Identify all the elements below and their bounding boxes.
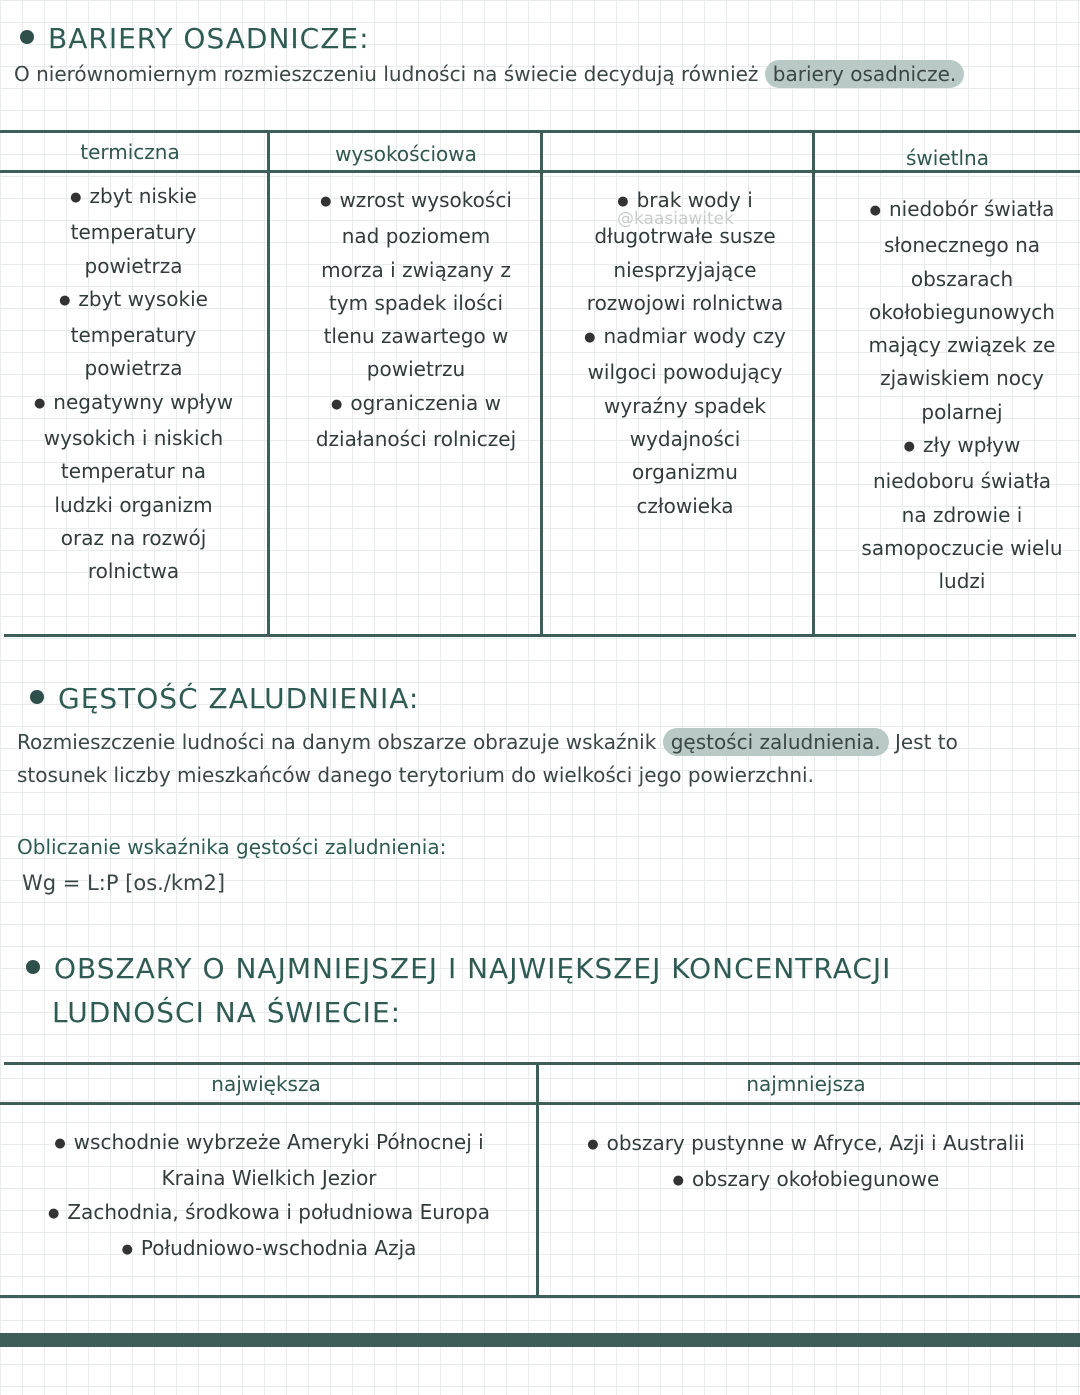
bullet-item: ● nadmiar wody czy <box>543 320 827 356</box>
bullet-continuation: wilgoci powodujący <box>587 360 783 385</box>
bullet-item: ● Zachodnia, środkowa i południowa Europa <box>0 1196 538 1232</box>
highlight-gestosc: gęstości zaludnienia. <box>663 728 889 756</box>
table-bottom-rule <box>0 1295 1080 1298</box>
bullet-continuation: temperatury <box>70 323 197 348</box>
highlight-bariery: bariery osadnicze. <box>765 60 964 88</box>
bullet-continuation: niesprzyjające <box>613 257 757 282</box>
bullet-icon <box>30 690 44 704</box>
bullet-continuation: polarnej <box>921 399 1003 424</box>
bullet-item: ● zły wpływ <box>815 429 1080 465</box>
header-najwieksza: największa <box>211 1072 321 1096</box>
bullet-continuation: oraz na rozwój <box>60 525 207 550</box>
bullet-continuation: rolnictwa <box>87 559 180 584</box>
bullet-continuation: powietrzu <box>366 357 466 382</box>
bullet-continuation: powietrza <box>84 356 183 381</box>
bullet-continuation: okołobiegunowych <box>869 299 1055 324</box>
table-top-rule <box>4 1062 1080 1065</box>
header-swietlna: świetlna <box>906 146 989 170</box>
bullet-continuation: rozwojowi rolnictwa <box>586 290 784 315</box>
bullet-continuation: wyraźny spadek <box>604 393 766 418</box>
bullet-continuation: ludzki organizm <box>54 492 213 517</box>
density-paragraph-line2: stosunek liczby mieszkańców danego terytorium do wielkości jego powierzchni. <box>17 763 814 787</box>
bullet-continuation: Kraina Wielkich Jezior <box>161 1166 377 1191</box>
table-header-rule <box>0 1102 1080 1105</box>
density-paragraph-line1: Rozmieszczenie ludności na danym obszarze obrazuje wskaźnik gęstości zaludnienia. Jest to <box>17 730 958 754</box>
cell-wodna <box>543 184 827 523</box>
bullet-item: ● zbyt wysokie <box>0 283 267 319</box>
section-heading-concentration: OBSZARY O NAJMNIEJSZEJ I NAJWIĘKSZEJ KONCENTRACJI <box>26 952 891 985</box>
bullet-continuation: słonecznego na <box>883 233 1040 258</box>
footer-bar <box>0 1333 1080 1347</box>
header-wysokosciowa: wysokościowa <box>335 142 477 166</box>
bullet-item: ● wschodnie wybrzeże Ameryki Północnej i <box>0 1126 538 1162</box>
bullet-item: ● brak wody i <box>543 184 827 220</box>
bullet-continuation: powietrza <box>84 253 183 278</box>
bullet-continuation: temperatur na <box>60 459 207 484</box>
cell-termiczna <box>0 180 267 589</box>
bullet-continuation: mający związek ze <box>868 333 1056 358</box>
bullet-continuation: długotrwałe susze <box>594 224 776 249</box>
bullet-continuation: temperatury <box>70 220 197 245</box>
bullet-item: ● niedobór światła <box>815 193 1080 229</box>
bullet-continuation: organizmu <box>632 460 738 485</box>
bullet-continuation: tym spadek ilości <box>328 290 504 315</box>
bullet-item: ● ograniczenia w <box>270 387 562 423</box>
bullet-item: ● obszary okołobiegunowe <box>540 1163 1072 1199</box>
bullet-item: ● wzrost wysokości <box>270 184 562 220</box>
bullet-icon <box>20 30 34 44</box>
cell-swietlna <box>815 193 1080 599</box>
bullet-continuation: wydajności <box>629 427 741 452</box>
bullet-item: ● obszary pustynne w Afryce, Azji i Australii <box>540 1127 1072 1163</box>
bullet-continuation: tlenu zawartego w <box>323 324 509 349</box>
header-najmniejsza: najmniejsza <box>746 1072 866 1096</box>
cell-najmniejsza <box>540 1127 1072 1200</box>
bullet-continuation: niedoboru światła <box>872 469 1052 494</box>
bullet-item: ● Południowo-wschodnia Azja <box>0 1232 538 1268</box>
bullet-item: ● negatywny wpływ <box>0 386 267 422</box>
bullet-continuation: obszarach <box>910 266 1014 291</box>
formula: Wg = L:P [os./km2] <box>22 871 226 895</box>
bullet-continuation: morza i związany z <box>321 257 511 282</box>
bullet-continuation: zjawiskiem nocy <box>880 366 1044 391</box>
bullet-icon <box>26 960 40 974</box>
bullet-continuation: wysokich i niskich <box>43 426 224 451</box>
bullet-continuation: człowieka <box>636 493 734 518</box>
bullet-continuation: na zdrowie i <box>901 502 1023 527</box>
section-heading-barriers: BARIERY OSADNICZE: <box>20 22 370 55</box>
section-heading-concentration-line2: LUDNOŚCI NA ŚWIECIE: <box>52 996 402 1029</box>
cell-najwieksza <box>0 1126 538 1268</box>
section-heading-density: GĘSTOŚĆ ZALUDNIENIA: <box>30 682 419 715</box>
bullet-continuation: działaności rolniczej <box>315 427 517 452</box>
barriers-intro: O nierównomiernym rozmieszczeniu ludności na świecie decydują również bariery osadnicze. <box>14 58 964 91</box>
watermark: @kaasiawitek <box>617 209 734 229</box>
bullet-continuation: nad poziomem <box>341 224 491 249</box>
cell-wysokosciowa <box>270 184 562 456</box>
bullet-continuation: samopoczucie wielu <box>861 535 1063 560</box>
bullet-item: ● zbyt niskie <box>0 180 267 216</box>
bullet-continuation: ludzi <box>938 569 986 594</box>
formula-label: Obliczanie wskaźnika gęstości zaludnienia: <box>17 835 447 859</box>
header-termiczna: termiczna <box>80 140 180 164</box>
